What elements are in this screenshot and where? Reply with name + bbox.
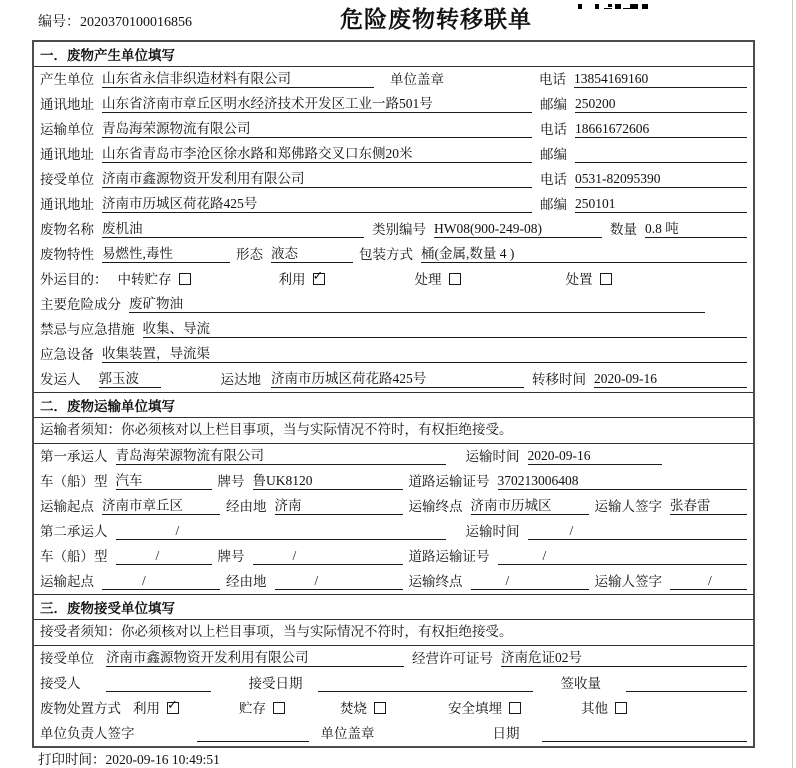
- field-value: 13854169160: [574, 70, 747, 88]
- form-row: [34, 544, 753, 569]
- field-value: 济南市历城区荷花路425号: [271, 370, 524, 388]
- field-label: 接受人: [40, 676, 81, 691]
- field-label: 通讯地址: [40, 147, 94, 162]
- checkbox-field: [133, 700, 179, 717]
- field-value: 液态: [271, 245, 353, 263]
- form-row: [34, 317, 753, 342]
- field-label: 发运人: [40, 372, 81, 387]
- notice-text: 运输者须知：你必须核对以上栏目事项，当与实际情况不符时，有权拒绝接受。: [40, 422, 513, 437]
- field-label: 废物名称: [40, 222, 94, 237]
- field-value: 济南市鑫源物资开发利用有限公司: [102, 170, 532, 188]
- field-label: 接受单位: [40, 651, 94, 666]
- field-label: 运输时间: [465, 449, 520, 464]
- section-title: 三．废物接受单位填写: [34, 595, 753, 620]
- page-title: 危险废物转移联单: [340, 6, 532, 32]
- field-label: 邮编: [540, 97, 567, 112]
- field-label: 产生单位: [40, 72, 94, 87]
- field-label: 运输时间: [465, 524, 520, 539]
- checkbox-label: 焚烧: [340, 701, 367, 716]
- field-label: 运输起点: [40, 574, 94, 589]
- form-row: [34, 267, 753, 292]
- form-row: [34, 671, 753, 696]
- field-value: 0.8 吨: [645, 220, 747, 238]
- field-label: 通讯地址: [40, 97, 94, 112]
- field-value: 2020-09-16: [594, 370, 747, 388]
- field-label: 车（船）型: [40, 474, 108, 489]
- form-row: [34, 92, 753, 117]
- checkbox-checked-icon: [167, 702, 179, 714]
- field-label: 主要危险成分: [40, 297, 121, 312]
- checkbox-field: [239, 700, 285, 717]
- serial-number: 2020370100016856: [80, 15, 192, 30]
- field-value: /: [670, 572, 747, 590]
- field-value: [542, 725, 748, 742]
- field-value: 收集装置，导流渠: [102, 345, 747, 363]
- field-value: HW08(900-249-08): [434, 220, 602, 238]
- field-label: 禁忌与应急措施: [40, 322, 135, 337]
- form-row: [34, 469, 753, 494]
- field-value: 370213006408: [498, 472, 748, 490]
- print-time: 2020-09-16 10:49:51: [105, 752, 220, 767]
- field-label: 单位盖章: [320, 726, 375, 741]
- field-value: /: [275, 572, 403, 590]
- field-value: 2020-09-16: [528, 447, 663, 465]
- field-label: 车（船）型: [40, 549, 108, 564]
- field-label: 电话: [539, 72, 566, 87]
- field-value: 郭玉波: [99, 370, 161, 388]
- section: [34, 594, 753, 746]
- field-label: 牌号: [217, 549, 245, 564]
- field-label: 邮编: [540, 147, 567, 162]
- field-label: 电话: [540, 172, 567, 187]
- qr-code-partial-icon: [578, 0, 650, 9]
- field-label: 废物特性: [40, 247, 94, 262]
- field-label: 接受日期: [248, 676, 303, 691]
- checkbox-unchecked-icon: [374, 702, 386, 714]
- checkbox-label: 利用: [133, 701, 160, 716]
- field-value: 张春雷: [670, 497, 747, 515]
- field-value: 山东省青岛市李沧区徐水路和郑佛路交叉口东侧20米: [102, 145, 532, 163]
- field-label: 电话: [540, 122, 567, 137]
- field-value: 鲁UK8120: [253, 472, 403, 490]
- form-row: [34, 242, 753, 267]
- field-label: 外运目的：: [40, 272, 108, 287]
- form-row: [34, 519, 753, 544]
- field-label: 运输终点: [408, 499, 463, 514]
- field-label: 邮编: [540, 197, 567, 212]
- form-row: [34, 117, 753, 142]
- field-label: 第二承运人: [40, 524, 108, 539]
- field-value: 250200: [575, 95, 747, 113]
- form-row: [34, 367, 753, 392]
- field-label: 经营许可证号: [412, 651, 493, 666]
- field-label: 运输起点: [40, 499, 94, 514]
- field-value: 250101: [575, 195, 747, 213]
- field-value: /: [102, 572, 220, 590]
- field-value: 收集、导流: [143, 320, 748, 338]
- checkbox-label: 处置: [565, 272, 593, 287]
- section-title: 一．废物产生单位填写: [34, 42, 753, 67]
- form-row: [34, 646, 753, 671]
- field-label: 日期: [492, 726, 520, 741]
- checkbox-checked-icon: [313, 273, 325, 285]
- form-row: [34, 67, 753, 92]
- field-value: 废机油: [102, 220, 364, 238]
- form-row: [34, 217, 753, 242]
- field-label: 牌号: [217, 474, 245, 489]
- field-value: /: [116, 547, 212, 565]
- checkbox-unchecked-icon: [600, 273, 612, 285]
- print-time-line: [38, 748, 220, 768]
- field-value: 济南市历城区: [471, 497, 589, 515]
- form-row: [34, 620, 753, 646]
- form-row: [34, 192, 753, 217]
- field-label: 包装方式: [359, 247, 413, 262]
- print-time-label: 打印时间：: [38, 752, 106, 767]
- checkbox-unchecked-icon: [179, 273, 191, 285]
- field-label: 运输终点: [408, 574, 463, 589]
- form-row: [34, 494, 753, 519]
- field-label: 应急设备: [40, 347, 94, 362]
- checkbox-unchecked-icon: [509, 702, 521, 714]
- notice-text: 接受者须知：你必须核对以上栏目事项，当与实际情况不符时，有权拒绝接受。: [40, 624, 513, 639]
- field-label: 第一承运人: [40, 449, 108, 464]
- field-value: 济南市章丘区: [102, 497, 220, 515]
- form-row: [34, 292, 753, 317]
- field-label: 运输单位: [40, 122, 94, 137]
- field-value: [197, 725, 309, 742]
- checkbox-field: [566, 271, 612, 288]
- field-value: 废矿物油: [129, 295, 705, 313]
- field-value: /: [253, 547, 403, 565]
- checkbox-label: 利用: [278, 272, 306, 287]
- checkbox-label: 中转贮存: [117, 272, 172, 287]
- field-value: /: [528, 522, 748, 540]
- field-label: 运达地: [220, 372, 261, 387]
- field-label: 运输人签字: [594, 499, 662, 514]
- checkbox-field: [340, 700, 386, 717]
- section: [34, 392, 753, 594]
- field-value: 山东省永信非织造材料有限公司: [102, 70, 374, 88]
- checkbox-field: [279, 271, 325, 288]
- checkbox-field: [118, 271, 191, 288]
- section: [34, 42, 753, 392]
- checkbox-label: 处理: [414, 272, 442, 287]
- field-value: 济南市历城区荷花路425号: [102, 195, 532, 213]
- field-label: 运输人签字: [594, 574, 662, 589]
- field-label: 道路运输证号: [408, 549, 490, 564]
- field-value: 青岛海荣源物流有限公司: [102, 120, 532, 138]
- field-value: [106, 675, 211, 692]
- section-title: 二．废物运输单位填写: [34, 393, 753, 418]
- field-value: 山东省济南市章丘区明水经济技术开发区工业一路501号: [102, 95, 532, 113]
- field-label: 形态: [236, 247, 263, 262]
- form-row: [34, 142, 753, 167]
- field-value: 易燃性,毒性: [102, 245, 230, 263]
- serial-label: 编号：: [38, 15, 80, 30]
- form-row: [34, 342, 753, 367]
- field-label: 单位盖章: [390, 72, 444, 87]
- field-label: 单位负责人签字: [40, 726, 135, 741]
- form-row: [34, 569, 753, 594]
- field-label: 经由地: [226, 574, 267, 589]
- field-value: [318, 675, 533, 692]
- checkbox-field: [448, 700, 521, 717]
- field-label: 类别编号: [372, 222, 426, 237]
- field-value: 济南市鑫源物资开发利用有限公司: [106, 649, 404, 667]
- field-value: /: [471, 572, 589, 590]
- field-value: 青岛海荣源物流有限公司: [116, 447, 446, 465]
- form-row: [34, 418, 753, 444]
- field-value: /: [116, 522, 446, 540]
- checkbox-unchecked-icon: [273, 702, 285, 714]
- field-label: 签收量: [560, 676, 601, 691]
- field-value: 汽车: [116, 472, 212, 490]
- field-label: 道路运输证号: [408, 474, 490, 489]
- checkbox-unchecked-icon: [615, 702, 627, 714]
- form-row: [34, 444, 753, 469]
- field-label: 数量: [610, 222, 637, 237]
- checkbox-label: 安全填埋: [448, 701, 502, 716]
- field-label: 转移时间: [532, 372, 586, 387]
- field-label: 经由地: [226, 499, 267, 514]
- scan-edge-line: [792, 0, 793, 768]
- field-label: 通讯地址: [40, 197, 94, 212]
- field-value: [575, 146, 747, 163]
- field-value: 0531-82095390: [575, 170, 747, 188]
- field-label: 接受单位: [40, 172, 94, 187]
- field-value: [626, 675, 747, 692]
- form-row: [34, 696, 753, 721]
- field-label: 废物处置方式: [40, 701, 121, 716]
- checkbox-field: [581, 700, 627, 717]
- field-value: 济南危证02号: [501, 649, 747, 667]
- field-value: 18661672606: [575, 120, 747, 138]
- checkbox-field: [415, 271, 461, 288]
- checkbox-label: 贮存: [239, 701, 266, 716]
- field-value: 济南: [275, 497, 403, 515]
- checkbox-unchecked-icon: [449, 273, 461, 285]
- form-row: [34, 167, 753, 192]
- form-body: [32, 40, 755, 748]
- field-value: /: [498, 547, 748, 565]
- checkbox-label: 其他: [581, 701, 608, 716]
- field-value: 桶(金属,数量 4 ): [421, 245, 747, 263]
- form-row: [34, 721, 753, 746]
